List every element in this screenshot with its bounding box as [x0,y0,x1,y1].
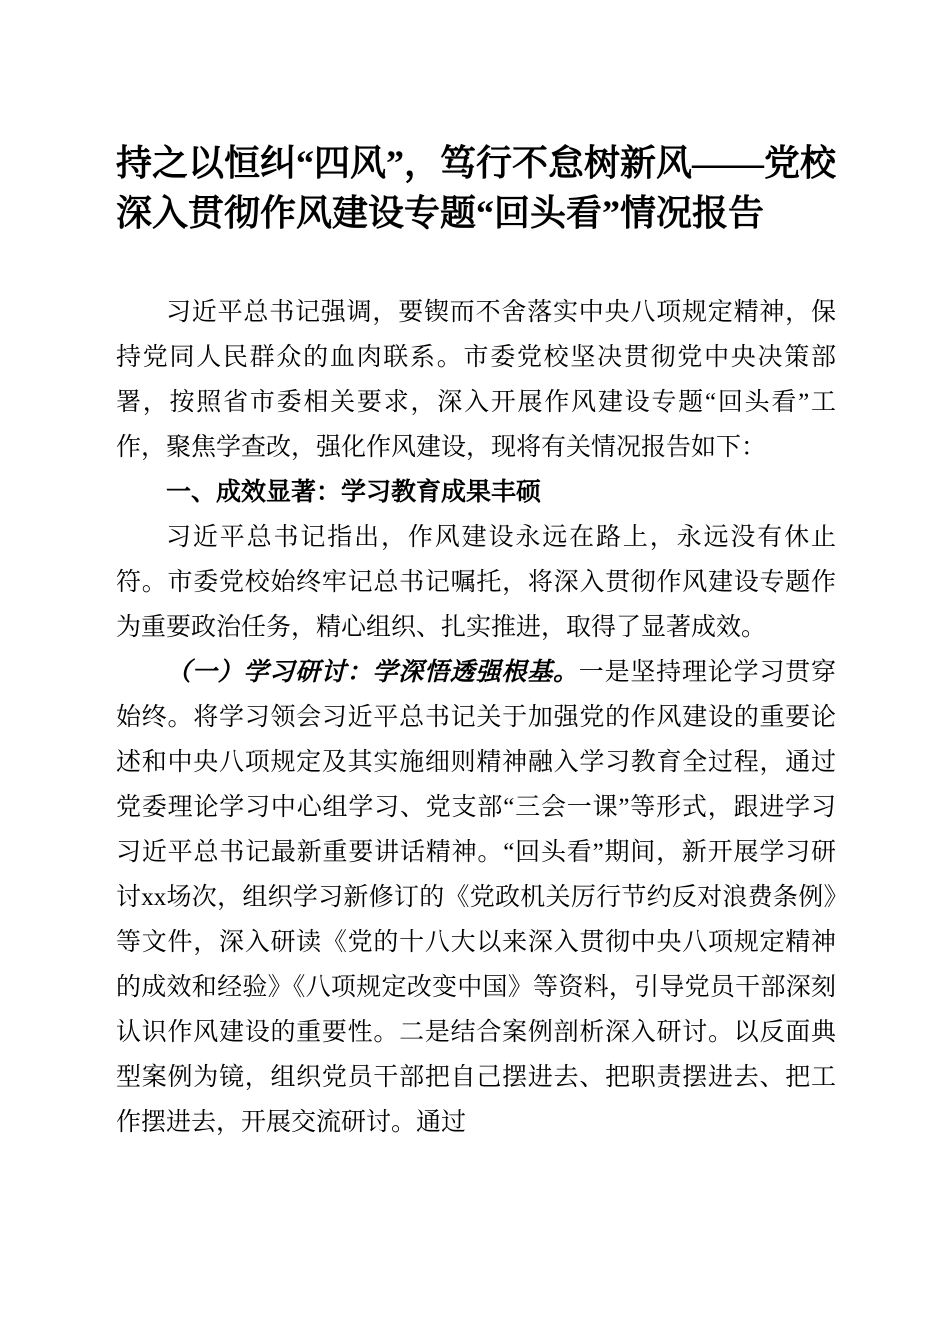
paragraph-lead: （一）学习研讨：学深悟透强根基。 [166,659,579,686]
body-paragraph: 习近平总书记指出，作风建设永远在路上，永远没有休止符。市委党校始终牢记总书记嘱托，将深入贯彻作风建设专题作为重要政治任务，精心组织、扎实推进，取得了显著成效。 [116,524,836,641]
document-title: 持之以恒纠“四风”，笃行不怠树新风——党校深入贯彻作风建设专题“回头看”情况报告 [116,143,837,233]
paragraph-text: 一是坚持理论学习贯穿始终。将学习领会习近平总书记关于加强党的作风建设的重要论述和中央八项规定及其实施细则精神融入学习教育全过程，通过党委理论学习中心组学习、党支部“三会一课”等形式，跟进学习习近平总书记最新重要讲话精神。“回头看”期间，新开展学习研讨xx场次，组织学习新修订的《党政机关厉行节约反对浪费条例》等文件，深入研读《党的十八大以来深入贯彻中央八项规定精神的成效和经验》《八项规定改变中国》等资料，引导党员干部深刻认识作风建设的重要性。二是结合案例剖析深入研讨。以反面典型案例为镜，组织党员干部把自己摆进去、把职责摆进去、把工作摆进去，开展交流研讨。通过 [116,659,836,1136]
document-body [116,290,836,1145]
section-heading: 一、成效显著：学习教育成果丰硕 [166,479,542,506]
body-paragraph [116,650,836,1145]
body-paragraph: 习近平总书记强调，要锲而不舍落实中央八项规定精神，保持党同人民群众的血肉联系。市委党校坚决贯彻党中央决策部署，按照省市委相关要求，深入开展作风建设专题“回头看”工作，聚焦学查改，强化作风建设，现将有关情况报告如下： [116,299,836,461]
